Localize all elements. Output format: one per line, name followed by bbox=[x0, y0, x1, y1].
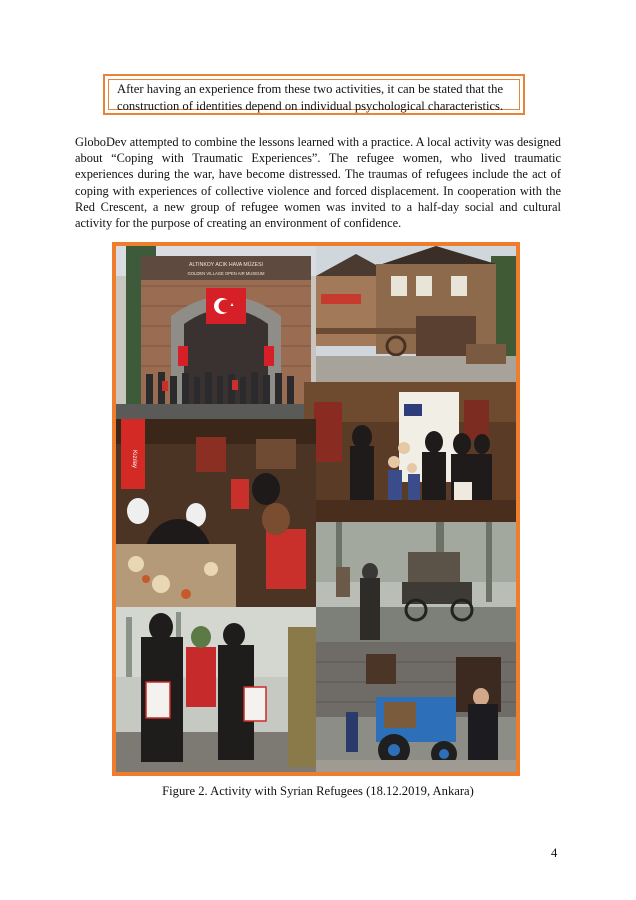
museum-sign-line2: GOLDEN VILLAGE OPEN AIR MUSEUM bbox=[187, 271, 265, 276]
photo-wooden-houses bbox=[316, 246, 516, 382]
dining-image bbox=[116, 419, 316, 607]
highlight-box bbox=[103, 74, 525, 115]
highlight-box-text: After having an experience from these two activities, it can be stated that the construction of identities depend on individual psychological characteristics. bbox=[108, 79, 520, 110]
red-crescent-banner-text: Kızılay bbox=[131, 449, 137, 469]
museum-entrance-image bbox=[116, 246, 316, 419]
museum-sign-line1: ALTINKOY ACIK HAVA MÜZESI bbox=[189, 262, 263, 268]
vintage-car-image bbox=[316, 522, 516, 642]
photo-red-crescent-dining bbox=[116, 419, 316, 607]
body-paragraph bbox=[75, 134, 561, 231]
photo-blue-tractor bbox=[316, 642, 516, 772]
group-banner-image bbox=[304, 382, 516, 522]
photo-collage bbox=[112, 242, 520, 776]
photo-vintage-car bbox=[316, 522, 516, 642]
figure-caption: Figure 2. Activity with Syrian Refugees (18.12.2019, Ankara) bbox=[162, 784, 474, 798]
photo-gift-bags bbox=[116, 607, 316, 772]
photo-museum-entrance bbox=[116, 246, 316, 419]
blue-tractor-image bbox=[316, 642, 516, 772]
wooden-houses-image bbox=[316, 246, 516, 382]
page-number: 4 bbox=[551, 846, 558, 860]
body-paragraph-text: GloboDev attempted to combine the lessons learned with a practice. A local activity was designed about “Coping with Traumatic Experiences”. The refugee women, who lived traumatic experiences during the war, have become distressed. The traumas of refugees include the act of coping with experiences of collective violence and forced displacement. In cooperation with the Red Crescent, a new group of refugee women was invited to a half-day social and cultural activity for the purpose of creating an environment of confidence. bbox=[75, 135, 561, 231]
gift-bags-image bbox=[116, 607, 316, 772]
photo-group-banner bbox=[304, 382, 516, 522]
